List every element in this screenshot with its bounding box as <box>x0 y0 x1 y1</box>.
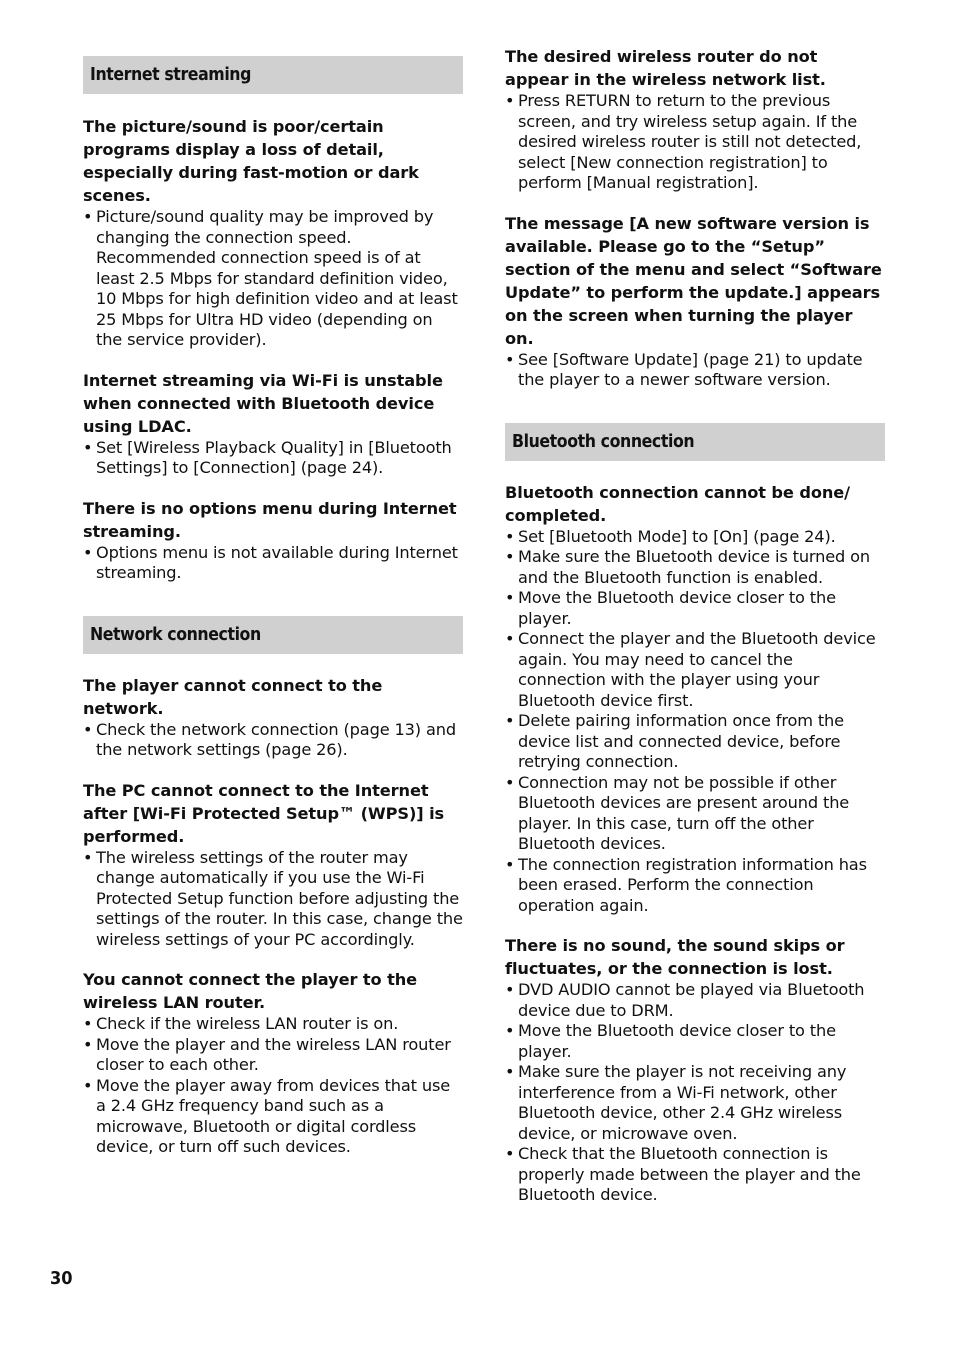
list-item: • Check if the wireless LAN router is on. <box>83 1014 463 1035</box>
topic-software-update-message <box>505 212 885 391</box>
list-item: • See [Software Update] (page 21) to update the player to a newer software version. <box>505 350 885 391</box>
topic-title: You cannot connect the player to the wireless LAN router. <box>83 970 418 1012</box>
topic-wifi-unstable-ldac <box>83 369 463 479</box>
topic-cannot-connect-network <box>83 674 463 761</box>
list-item: • Check the network connection (page 13) and the network settings (page 26). <box>83 720 463 761</box>
topic-title: The player cannot connect to the network. <box>83 675 383 718</box>
list-item: • Press RETURN to return to the previous screen, and try wireless setup again. If the desired wireless router is still not detected, select [New connection registration] to perform [Manual registration]. <box>505 91 885 194</box>
list-item: • Check that the Bluetooth connection is properly made between the player and the Bluetooth device. <box>505 1144 885 1206</box>
section-heading-network-connection: Network connection <box>83 616 463 654</box>
list-item: • Move the Bluetooth device closer to the player. <box>505 1021 885 1062</box>
list-item: • The wireless settings of the router may change automatically if you use the Wi-Fi Protected Setup function before adjusting the settings of the router. In this case, change the wireless settings of your PC accordingly. <box>83 848 463 951</box>
topic-title: Internet streaming via Wi-Fi is unstable when connected with Bluetooth device using LDAC. <box>83 370 443 436</box>
bullet-list <box>83 543 463 584</box>
bullet-list <box>505 350 885 391</box>
list-item: • Move the Bluetooth device closer to the player. <box>505 588 885 629</box>
right-column <box>505 0 885 1224</box>
section-heading-internet-streaming: Internet streaming <box>83 56 463 94</box>
topic-title: The PC cannot connect to the Internet after [Wi-Fi Protected Setup™ (WPS)] is performed. <box>83 780 445 846</box>
topic-title: Bluetooth connection cannot be done/ completed. <box>505 482 850 525</box>
list-item: • Make sure the player is not receiving any interference from a Wi-Fi network, other Bluetooth device, other 2.4 GHz wireless device, or microwave oven. <box>505 1062 885 1144</box>
list-item: • Connect the player and the Bluetooth device again. You may need to cancel the connection with the player using your Bluetooth device first. <box>505 629 885 711</box>
list-item: • Set [Wireless Playback Quality] in [Bluetooth Settings] to [Connection] (page 24). <box>83 438 463 479</box>
bullet-list <box>83 1014 463 1158</box>
left-column <box>83 0 463 1176</box>
topic-no-sound-skips <box>505 934 885 1206</box>
bullet-list <box>83 720 463 761</box>
list-item: • Make sure the Bluetooth device is turned on and the Bluetooth function is enabled. <box>505 547 885 588</box>
list-item: • DVD AUDIO cannot be played via Bluetooth device due to DRM. <box>505 980 885 1021</box>
topic-title: The message [A new software version is available. Please go to the “Setup” section of the menu and select “Software Update” to perform the update.] appears on the screen when turning the player on. <box>505 213 882 348</box>
list-item: • The connection registration information has been erased. Perform the connection operation again. <box>505 855 885 917</box>
bullet-list <box>505 980 885 1206</box>
topic-router-not-in-list <box>505 45 885 194</box>
list-item: • Picture/sound quality may be improved by changing the connection speed. Recommended connection speed is of at least 2.5 Mbps for standard definition video, 10 Mbps for high definition video and at least 25 Mbps for Ultra HD video (depending on the service provider). <box>83 207 463 351</box>
topic-pc-cannot-connect-wps <box>83 779 463 951</box>
list-item: • Move the player away from devices that use a 2.4 GHz frequency band such as a microwave, Bluetooth or digital cordless device, or turn off such devices. <box>83 1076 463 1158</box>
topic-bluetooth-cannot-connect <box>505 481 885 917</box>
bullet-list <box>83 438 463 479</box>
topic-cannot-connect-wireless-lan <box>83 968 463 1158</box>
list-item: • Connection may not be possible if other Bluetooth devices are present around the player. In this case, turn off the other Bluetooth devices. <box>505 773 885 855</box>
bullet-list <box>83 848 463 951</box>
topic-title: There is no options menu during Internet streaming. <box>83 498 457 541</box>
topic-title: There is no sound, the sound skips or fluctuates, or the connection is lost. <box>505 936 845 978</box>
list-item: • Move the player and the wireless LAN router closer to each other. <box>83 1035 463 1076</box>
list-item: • Set [Bluetooth Mode] to [On] (page 24). <box>505 527 885 548</box>
topic-title: The desired wireless router do not appear in the wireless network list. <box>505 47 826 89</box>
topic-title: The picture/sound is poor/certain programs display a loss of detail, especially during fast-motion or dark scenes. <box>83 117 419 205</box>
bullet-list <box>505 527 885 917</box>
section-heading-bluetooth-connection: Bluetooth connection <box>505 423 885 461</box>
page-number: 30 <box>50 1268 73 1289</box>
bullet-list <box>505 91 885 194</box>
bullet-list <box>83 207 463 351</box>
list-item: • Delete pairing information once from the device list and connected device, before retrying connection. <box>505 711 885 773</box>
list-item: • Options menu is not available during Internet streaming. <box>83 543 463 584</box>
topic-no-options-menu <box>83 497 463 584</box>
topic-picture-sound-poor <box>83 115 463 351</box>
